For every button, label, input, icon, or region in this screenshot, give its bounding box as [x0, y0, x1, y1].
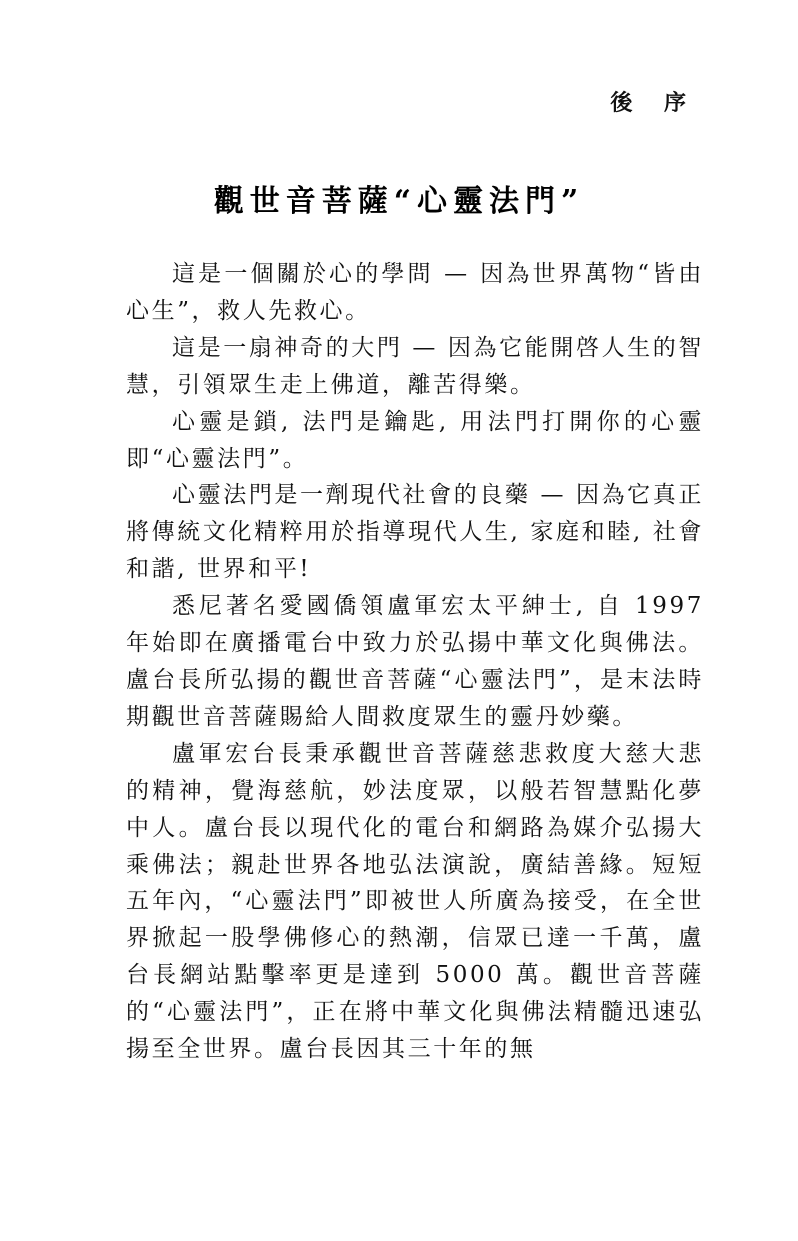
paragraph: 悉尼著名愛國僑領盧軍宏太平紳士, 自 1997 年始即在廣播電台中致力於弘揚中華文化與佛法。盧台長所弘揚的觀世音菩薩“心靈法門”，是末法時期觀世音菩薩賜給人間救度眾生的靈丹妙藥。 [126, 593, 704, 730]
paragraph: 盧軍宏台長秉承觀世音菩薩慈悲救度大慈大悲的精神，覺海慈航，妙法度眾，以般若智慧點化夢中人。盧台長以現代化的電台和網路為媒介弘揚大乘佛法；親赴世界各地弘法演說，廣結善緣。短短五年內，“心靈法門”即被世人所廣為接受，在全世界掀起一股學佛修心的熱潮，信眾已達一千萬，盧台長網站點擊率更是達到 5000 萬。觀世音菩薩的“心靈法門”，正在將中華文化與佛法精髓迅速弘揚至全世界。盧台長因其三十年的無 [126, 740, 704, 1063]
paragraph: 心靈法門是一劑現代社會的良藥 — 因為它真正將傳統文化精粹用於指導現代人生, 家庭和睦, 社會和諧, 世界和平! [126, 482, 704, 583]
paragraph: 這是一扇神奇的大門 — 因為它能開啓人生的智慧，引領眾生走上佛道，離苦得樂。 [126, 334, 704, 398]
paragraph: 這是一個關於心的學問 — 因為世界萬物“皆由心生”，救人先救心。 [126, 261, 704, 324]
paragraph: 心靈是鎖, 法門是鑰匙, 用法門打開你的心靈即“心靈法門”。 [126, 408, 704, 472]
body-text [126, 256, 704, 1068]
running-head: 後 序 [610, 90, 698, 116]
chapter-title: 觀世音菩薩“心靈法門” [213, 184, 585, 219]
